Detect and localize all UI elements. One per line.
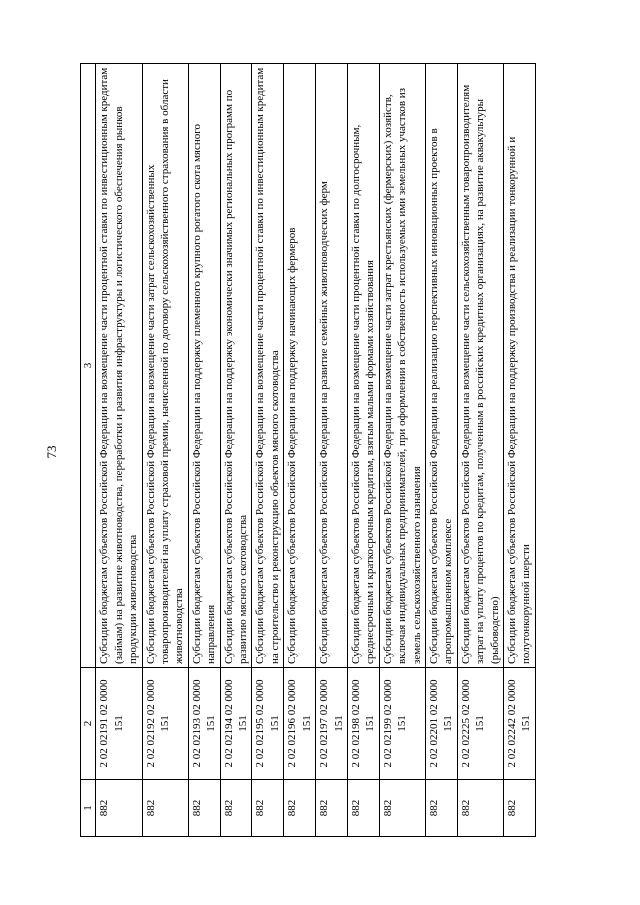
table-row: [425, 64, 457, 837]
description-cell: Субсидии бюджетам субъектов Российской Федерации на поддержку начинающих фермеров: [284, 64, 316, 668]
description-cell: Субсидии бюджетам субъектов Российской Федерации на возмещение части процентной ставки по инвестиционным кредитам на строительство и реконструкцию объектов мясного скотоводства: [252, 64, 284, 668]
budget-code-cell: 2 02 02192 02 0000 151: [142, 668, 188, 780]
budget-code-cell: 2 02 02193 02 0000 151: [188, 668, 220, 780]
table-row: [457, 64, 503, 837]
table-row: [503, 64, 535, 837]
table-row: [220, 64, 252, 837]
description-cell: Субсидии бюджетам субъектов Российской Федерации на реализацию перспективных инновационных проектов в агропромышленном комплексе: [425, 64, 457, 668]
budget-code-cell: 2 02 02201 02 0000 151: [425, 668, 457, 780]
admin-code-cell: 882: [457, 780, 503, 837]
description-cell: Субсидии бюджетам субъектов Российской Федерации на поддержку племенного крупного рогатого скота мясного направления: [188, 64, 220, 668]
page-number: 73: [44, 445, 59, 459]
header-col-2: 2: [81, 668, 96, 780]
budget-code-cell: 2 02 02225 02 0000 151: [457, 668, 503, 780]
table-row: [252, 64, 284, 837]
header-col-3: 3: [81, 64, 96, 668]
description-cell: Субсидии бюджетам субъектов Российской Федерации на развитие семейных животноводческих ферм: [316, 64, 348, 668]
description-cell: Субсидии бюджетам субъектов Российской Федерации на поддержку экономически значимых региональных программ по развитию мясного скотоводства: [220, 64, 252, 668]
table-row: [316, 64, 348, 837]
admin-code-cell: 882: [188, 780, 220, 837]
table-header-row: [81, 64, 96, 837]
admin-code-cell: 882: [252, 780, 284, 837]
admin-code-cell: 882: [96, 780, 142, 837]
admin-code-cell: 882: [379, 780, 425, 837]
admin-code-cell: 882: [284, 780, 316, 837]
admin-code-cell: 882: [316, 780, 348, 837]
header-col-1: 1: [81, 780, 96, 837]
admin-code-cell: 882: [425, 780, 457, 837]
table-row: [142, 64, 188, 837]
rotated-table-wrapper: [80, 63, 533, 837]
budget-code-cell: 2 02 02194 02 0000 151: [220, 668, 252, 780]
description-cell: Субсидии бюджетам субъектов Российской Федерации на возмещение части затрат крестьянских (фермерских) хозяйств, включая индивидуальных предпринимателей, при оформлении в собственность используемых ими земельных участков из земель сельскохозяйственного назначения: [379, 64, 425, 668]
table-row: [347, 64, 379, 837]
description-cell: Субсидии бюджетам субъектов Российской Федерации на возмещение части процентной ставки по долгосрочным, среднесрочным и краткосрочным кредитам, взятым малыми формами хозяйствования: [347, 64, 379, 668]
budget-code-cell: 2 02 02196 02 0000 151: [284, 668, 316, 780]
budget-code-cell: 2 02 02198 02 0000 151: [347, 668, 379, 780]
budget-code-cell: 2 02 02191 02 0000 151: [96, 668, 142, 780]
budget-code-cell: 2 02 02199 02 0000 151: [379, 668, 425, 780]
budget-code-cell: 2 02 02195 02 0000 151: [252, 668, 284, 780]
admin-code-cell: 882: [503, 780, 535, 837]
admin-code-cell: 882: [220, 780, 252, 837]
table-row: [284, 64, 316, 837]
description-cell: Субсидии бюджетам субъектов Российской Федерации на поддержку производства и реализации тонкорунной и полутонкорунной шерсти: [503, 64, 535, 668]
table-row: [96, 64, 142, 837]
admin-code-cell: 882: [142, 780, 188, 837]
budget-code-cell: 2 02 02197 02 0000 151: [316, 668, 348, 780]
table-row: [379, 64, 425, 837]
admin-code-cell: 882: [347, 780, 379, 837]
budget-codes-table: [80, 63, 536, 837]
description-cell: Субсидии бюджетам субъектов Российской Федерации на возмещение части сельскохозяйственным товаропроизводителям затрат на уплату процентов по кредитам, полученным в российских кредитных организациях, на развитие аквакультуры (рыбоводство): [457, 64, 503, 668]
description-cell: Субсидии бюджетам субъектов Российской Федерации на возмещение части процентной ставки по инвестиционным кредитам (займам) на развитие животноводства, переработки и развития инфраструктуры и логистического обеспечения рынков продукции животноводства: [96, 64, 142, 668]
table-row: [188, 64, 220, 837]
description-cell: Субсидии бюджетам субъектов Российской Федерации на возмещение части затрат сельскохозяйственных товаропроизводителей на уплату страховой премии, начисленной по договору сельскохозяйственного страхования в области животноводства: [142, 64, 188, 668]
budget-code-cell: 2 02 02242 02 0000 151: [503, 668, 535, 780]
